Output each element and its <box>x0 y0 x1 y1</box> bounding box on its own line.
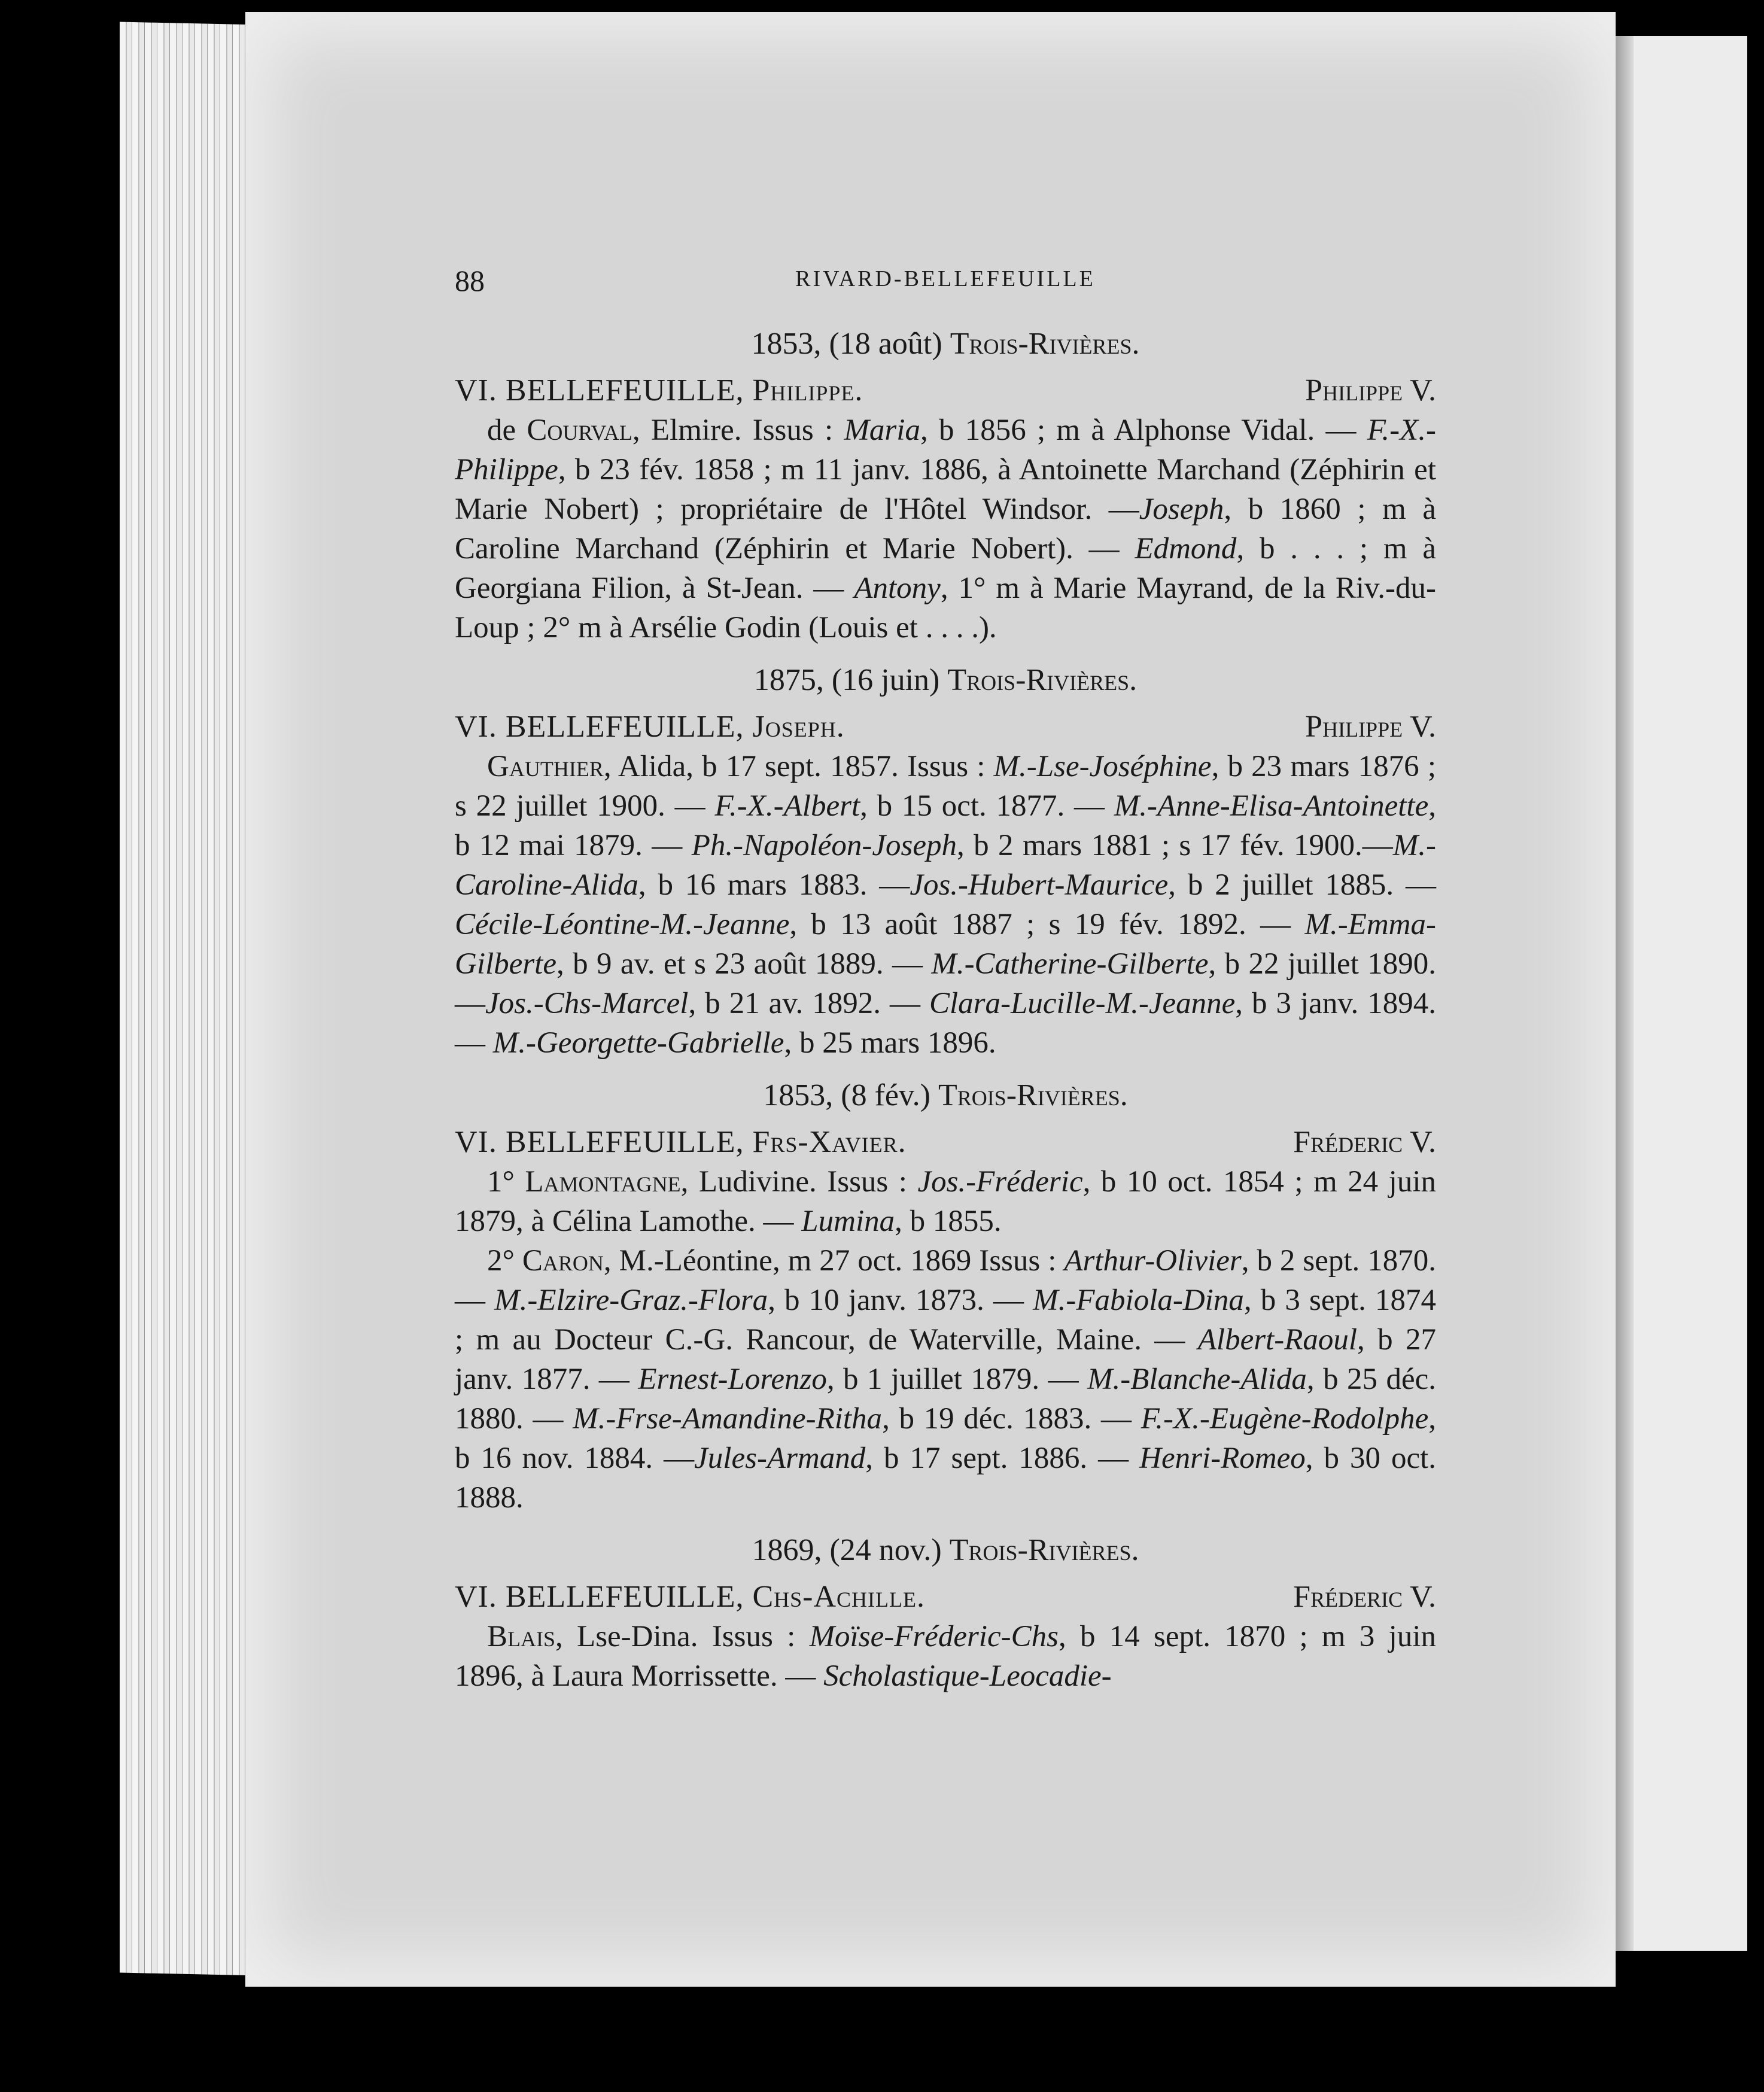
person-name: Lumina <box>801 1205 895 1238</box>
person-name: M.-Anne-Elisa-Antoinette <box>1114 789 1429 823</box>
person-name: M.-Frse-Amandine-Ritha <box>573 1402 883 1436</box>
text-run: , b 1855. <box>895 1205 1002 1238</box>
given-name: Philippe. <box>752 373 863 408</box>
given-name: Frs-Xavier. <box>752 1125 907 1159</box>
entry-name <box>455 707 845 747</box>
person-name: M.-Elzire-Graz.-Flora <box>494 1284 768 1317</box>
text-run: Gauthier <box>487 750 604 783</box>
page-content <box>455 263 1436 1696</box>
person-name: Ph.-Napoléon-Joseph <box>691 829 957 862</box>
marriage-place: Trois-Rivières. <box>950 327 1140 361</box>
entry-body-second-marriage <box>455 1241 1436 1518</box>
marriage-date: 1853, (18 août) <box>751 327 950 361</box>
person-name: M.-Georgette-Gabrielle <box>492 1026 784 1060</box>
generation-surname: VI. BELLEFEUILLE, <box>455 373 753 408</box>
book-page <box>245 12 1616 1987</box>
entry-name <box>455 371 863 411</box>
entry-body <box>455 1617 1436 1696</box>
entry-name <box>455 1577 925 1617</box>
person-name: M.-Caroline-Alida <box>455 829 1436 902</box>
text-run: 1° <box>487 1165 525 1199</box>
father-name: Philippe V. <box>1305 710 1436 744</box>
text-run: , b 14 sept. 1870 ; m 3 juin 1896, à Laura Morrissette. — <box>455 1620 1436 1693</box>
marriage-date-place <box>455 324 1436 364</box>
text-run: , Ludivine. Issus : <box>680 1165 918 1199</box>
person-name: Antony <box>854 571 941 605</box>
person-name: Albert-Raoul <box>1197 1323 1358 1357</box>
father-name: Philippe V. <box>1305 373 1436 408</box>
text-run: , b 22 juillet 1890. — <box>455 947 1436 1020</box>
text-run: , b 10 janv. 1873. — <box>768 1284 1033 1317</box>
marriage-place: Trois-Rivières. <box>938 1078 1128 1112</box>
text-run: , b 10 oct. 1854 ; m 24 juin 1879, à Célina Lamothe. — <box>455 1165 1437 1238</box>
marriage-date-place <box>455 1076 1436 1115</box>
text-run: Blais <box>487 1620 556 1653</box>
person-name: Jos.-Hubert-Maurice <box>910 868 1169 902</box>
person-name: M.-Catherine-Gilberte <box>931 947 1209 981</box>
person-name: Maria <box>844 413 920 447</box>
text-run: , b 25 déc. 1880. — <box>455 1363 1437 1436</box>
text-run: , b 19 déc. 1883. — <box>882 1402 1141 1436</box>
text-run: , b 23 mars 1876 ; s 22 juillet 1900. — <box>455 750 1437 823</box>
father-name: Fréderic V. <box>1293 1125 1436 1159</box>
generation-surname: VI. BELLEFEUILLE, <box>455 1580 753 1614</box>
person-name: F.-X.-Albert <box>714 789 860 823</box>
text-run: , b 3 janv. 1894. — <box>455 987 1436 1060</box>
generation-surname: VI. BELLEFEUILLE, <box>455 710 753 744</box>
text-run: , b 21 av. 1892. — <box>688 987 929 1020</box>
page-header <box>455 263 1436 311</box>
facing-page-edge <box>1610 36 1747 1951</box>
text-run: , b 1860 ; m à Caroline Marchand (Zéphirin et Marie Nobert). — <box>455 492 1436 565</box>
person-name: M.-Emma-Gilberte <box>455 908 1436 981</box>
entry-body <box>455 411 1436 647</box>
text-run: , b 15 oct. 1877. — <box>860 789 1114 823</box>
entry-name <box>455 1123 907 1162</box>
text-run: , b 23 fév. 1858 ; m 11 janv. 1886, à Antoinette Marchand (Zéphirin et Marie Nobert) ; propriétaire de l'Hôtel Windsor. — <box>455 453 1436 526</box>
given-name: Chs-Achille. <box>752 1580 925 1614</box>
text-run: , b 1 juillet 1879. — <box>826 1363 1088 1396</box>
person-name: Cécile-Léontine-M.-Jeanne <box>455 908 790 941</box>
marriage-date-place <box>455 1531 1436 1570</box>
person-name: F.-X.-Philippe <box>455 413 1437 486</box>
text-run: , b 2 juillet 1885. — <box>1168 868 1437 902</box>
entry-heading <box>455 1577 1436 1617</box>
running-head: RIVARD-BELLEFEUILLE <box>795 266 1096 291</box>
marriage-place: Trois-Rivières. <box>947 663 1138 697</box>
person-name: Edmond <box>1135 532 1237 565</box>
text-run: , b 2 sept. 1870. — <box>455 1244 1437 1317</box>
person-name: Henri-Romeo <box>1139 1442 1306 1475</box>
person-name: Arthur-Olivier <box>1064 1244 1242 1278</box>
entry-heading <box>455 371 1436 411</box>
person-name: Jos.-Fréderic <box>917 1165 1083 1199</box>
person-name: Moïse-Fréderic-Chs <box>809 1620 1059 1653</box>
entry-heading <box>455 707 1436 747</box>
person-name: Clara-Lucille-M.-Jeanne <box>929 987 1236 1020</box>
person-name: Joseph <box>1139 492 1224 526</box>
person-name: Jos.-Chs-Marcel <box>485 987 689 1020</box>
person-name: Scholastique-Leocadie- <box>823 1659 1112 1693</box>
text-run: Caron <box>522 1244 604 1278</box>
person-name: F.-X.-Eugène-Rodolphe <box>1140 1402 1429 1436</box>
page-number: 88 <box>455 264 485 297</box>
marriage-place: Trois-Rivières. <box>949 1533 1139 1567</box>
person-name: Ernest-Lorenzo <box>638 1363 827 1396</box>
text-run: , b 25 mars 1896. <box>784 1026 996 1060</box>
entry-body <box>455 1162 1436 1241</box>
text-run: , b 16 mars 1883. — <box>638 868 910 902</box>
text-run: , b 1856 ; m à Alphonse Vidal. — <box>920 413 1367 447</box>
text-run: 2° <box>487 1244 522 1278</box>
text-run: , M.-Léontine, m 27 oct. 1869 Issus : <box>603 1244 1065 1278</box>
father-name: Fréderic V. <box>1293 1580 1436 1614</box>
text-run: Lamontagne <box>525 1165 681 1199</box>
text-run: , b 3 sept. 1874 ; m au Docteur C.-G. Rancour, de Waterville, Maine. — <box>455 1284 1436 1357</box>
text-run: de <box>487 413 527 447</box>
text-run: Courval <box>527 413 632 447</box>
person-name: M.-Blanche-Alida <box>1087 1363 1307 1396</box>
marriage-date: 1869, (24 nov.) <box>752 1533 950 1567</box>
text-run: , 1° m à Marie Mayrand, de la Riv.-du-Loup ; 2° m à Arsélie Godin (Louis et . . . .). <box>455 571 1437 644</box>
entry-heading <box>455 1123 1436 1162</box>
text-run: , b 17 sept. 1886. — <box>865 1442 1140 1475</box>
marriage-date: 1853, (8 fév.) <box>763 1078 938 1112</box>
text-run: , Lse-Dina. Issus : <box>555 1620 810 1653</box>
text-run: , b 30 oct. 1888. <box>455 1442 1436 1515</box>
person-name: M.-Lse-Joséphine <box>993 750 1212 783</box>
person-name: Jules-Armand <box>694 1442 866 1475</box>
generation-surname: VI. BELLEFEUILLE, <box>455 1125 753 1159</box>
marriage-date: 1875, (16 juin) <box>753 663 948 697</box>
given-name: Joseph. <box>752 710 845 744</box>
genealogy-entries <box>455 324 1436 1696</box>
text-run: , b 9 av. et s 23 août 1889. — <box>556 947 932 981</box>
text-run: , b 16 nov. 1884. — <box>455 1402 1436 1475</box>
entry-body <box>455 747 1436 1063</box>
text-run: , b 12 mai 1879. — <box>455 789 1436 862</box>
text-run: , Elmire. Issus : <box>632 413 844 447</box>
text-run: , b 2 mars 1881 ; s 17 fév. 1900.— <box>957 829 1393 862</box>
text-run: , b 13 août 1887 ; s 19 fév. 1892. — <box>789 908 1305 941</box>
text-run: , Alida, b 17 sept. 1857. Issus : <box>603 750 994 783</box>
marriage-date-place <box>455 661 1436 700</box>
text-run: , b . . . ; m à Georgiana Filion, à St-Jean. — <box>455 532 1436 605</box>
person-name: M.-Fabiola-Dina <box>1033 1284 1244 1317</box>
text-run: , b 27 janv. 1877. — <box>455 1323 1436 1396</box>
